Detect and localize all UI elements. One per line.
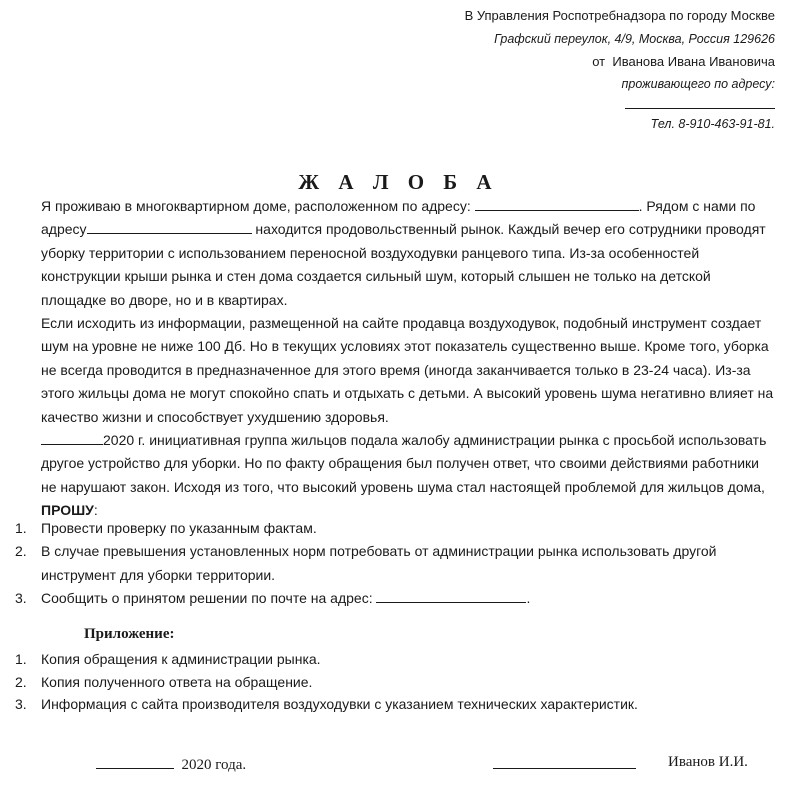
request-item	[15, 587, 781, 610]
request-item	[15, 540, 781, 587]
recipient: В Управления Роспотребнадзора по городу Москве	[464, 8, 775, 23]
signature-line	[493, 754, 636, 774]
attachment-text: Копия обращения к администрации рынка.	[41, 651, 321, 667]
p1-part-b: . Рядом с нами по адресу	[41, 198, 756, 238]
p3-colon: :	[93, 502, 98, 519]
request-list	[15, 517, 781, 611]
p3-year: 2020 г.	[103, 432, 146, 449]
attachment-item	[15, 671, 781, 694]
document-title: Ж А Л О Б А	[298, 170, 499, 194]
date-blank-footer	[96, 754, 174, 769]
address-blank-2	[87, 219, 252, 234]
phone: Тел. 8-910-463-91-81.	[650, 117, 775, 131]
recipient-address: Графский переулок, 4/9, Москва, Россия 129626	[494, 32, 775, 46]
attachment-list	[15, 648, 781, 716]
sender	[592, 54, 775, 69]
paragraph-3	[41, 429, 776, 523]
address-blank	[625, 96, 775, 109]
paragraph-1	[41, 195, 776, 312]
request-tail: .	[526, 590, 531, 607]
p3-text: инициативная группа жильцов подала жалобу администрации рынка с просьбой использовать другое устройство для уборки. Но по факту обращения был получен ответ, что своими действиями работники не нарушают закон. Исходя из того, что высокий уровень шума стал настоящей проблемой для жильцов дома,	[41, 432, 767, 495]
p1-part-c: находится продовольственный рынок. Каждый вечер его сотрудники проводят уборку территории с использованием переносной воздуходувки ранцевого типа. Из-за особенностей конструкции крыши рынка и стен дома создается сильный шум, который слышен не только на детской площадке во дворе, но и в квартирах.	[41, 221, 766, 308]
attachment-number: 3.	[15, 696, 27, 712]
attachments-title: Приложение:	[84, 626, 175, 642]
attachment-item	[15, 648, 781, 671]
request-number: 1.	[15, 520, 27, 536]
request-number: 3.	[15, 590, 27, 607]
attachment-item	[15, 693, 781, 716]
request-word: ПРОШУ	[41, 502, 94, 519]
request-text: Сообщить о принятом решении по почте на адрес:	[41, 590, 377, 607]
complaint-body	[41, 195, 776, 523]
date-blank	[41, 430, 103, 445]
mail-address-blank	[376, 588, 526, 603]
p1-part-a: Я проживаю в многоквартирном доме, расположенном по адресу:	[41, 198, 475, 214]
attachment-number: 1.	[15, 651, 27, 667]
request-item	[15, 517, 781, 540]
date-line	[96, 754, 246, 774]
date-text: 2020 года.	[181, 757, 247, 773]
sender-name: Иванова Ивана Ивановича	[612, 54, 775, 69]
attachment-text: Информация с сайта производителя воздуходувки с указанием технических характеристик.	[41, 696, 638, 712]
request-number: 2.	[15, 543, 27, 560]
residing-label: проживающего по адресу:	[621, 77, 775, 91]
paragraph-2: Если исходить из информации, размещенной на сайте продавца воздуходувок, подобный инструмент создает шум на уровне не ниже 100 Дб. Но в текущих условиях этот показатель существенно выше. Кроме того, уборка не всегда проводится в предназначенное для этого время (иногда заканчивается только в 23-24 часа). Из-за этого жильцы дома не могут спокойно спать и отдыхать с детьми. А высокий уровень шума негативно влияет на качество жизни и способствует ухудшению здоровья.	[41, 315, 774, 425]
signature-blank	[493, 754, 636, 769]
request-text: Провести проверку по указанным фактам.	[41, 520, 317, 536]
signer-name: Иванов И.И.	[668, 754, 748, 770]
request-text: В случае превышения установленных норм потребовать от администрации рынка использовать другой инструмент для уборки территории.	[41, 543, 717, 583]
attachment-text: Копия полученного ответа на обращение.	[41, 673, 313, 690]
address-blank-1	[475, 196, 639, 211]
attachment-number: 2.	[15, 673, 27, 690]
sender-prefix: от	[592, 54, 606, 69]
